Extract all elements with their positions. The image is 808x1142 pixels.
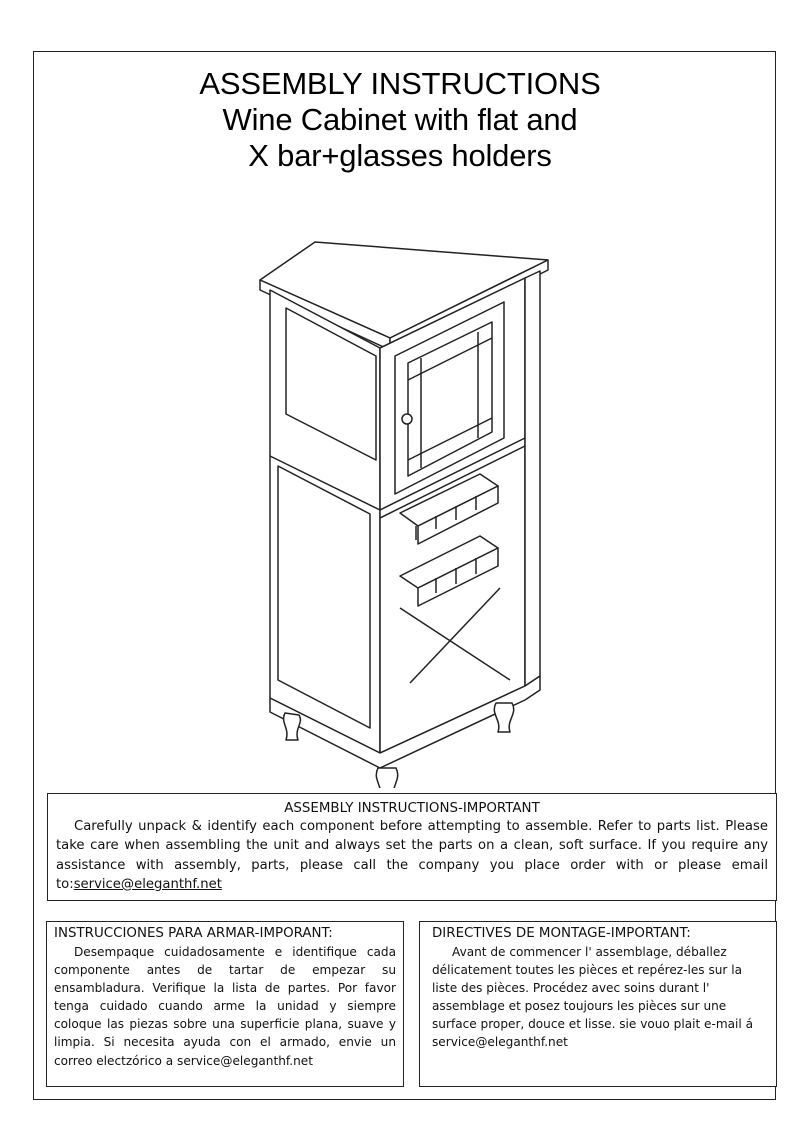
important-body <box>56 817 768 894</box>
title-line-1: ASSEMBLY INSTRUCTIONS <box>199 66 601 101</box>
title-line-3: X bar+glasses holders <box>248 138 552 173</box>
important-body-text: Carefully unpack & identify each component before attempting to assemble. Refer to parts list. Please take care when assembling the unit and always set the parts on a clean, soft surface. If you require any assistance with assembly, parts, please call the company you place order with or please email to: <box>56 819 768 892</box>
important-heading: ASSEMBLY INSTRUCTIONS-IMPORTANT <box>284 801 540 816</box>
title-line-2: Wine Cabinet with flat and <box>222 102 578 137</box>
wine-cabinet-illustration <box>240 228 570 788</box>
french-body: Avant de commencer l' assemblage, déballez délicatement toutes les pièces et repérez-les sur la liste des pièces. Procédez avec soins durant l' assemblage et posez toujours les pièces sur une surface proper, douce et lisse. sie vouo plait e-mail á service@eleganthf.net <box>432 945 754 1050</box>
french-instructions-box <box>419 921 777 1087</box>
important-instructions-box <box>47 793 777 901</box>
document-title <box>100 66 700 174</box>
service-email-link[interactable]: service@eleganthf.net <box>73 876 222 892</box>
spanish-body: Desempaque cuidadosamente e identifique cada componente antes de tartar de empezar su ensambladura. Verifique la lista de partes. Por favor tenga cuidado cuando arme la unidad y siempre coloque las piezas sobre una superficie plana, suave y limpia. Si necesita ayuda con el armado, envie un correo electzórico a service@eleganthf.net <box>54 945 396 1068</box>
french-heading: DIRECTIVES DE MONTAGE-IMPORTANT: <box>432 926 691 941</box>
spanish-instructions-box <box>46 921 404 1087</box>
spanish-heading: INSTRUCCIONES PARA ARMAR-IMPORANT: <box>54 926 333 941</box>
